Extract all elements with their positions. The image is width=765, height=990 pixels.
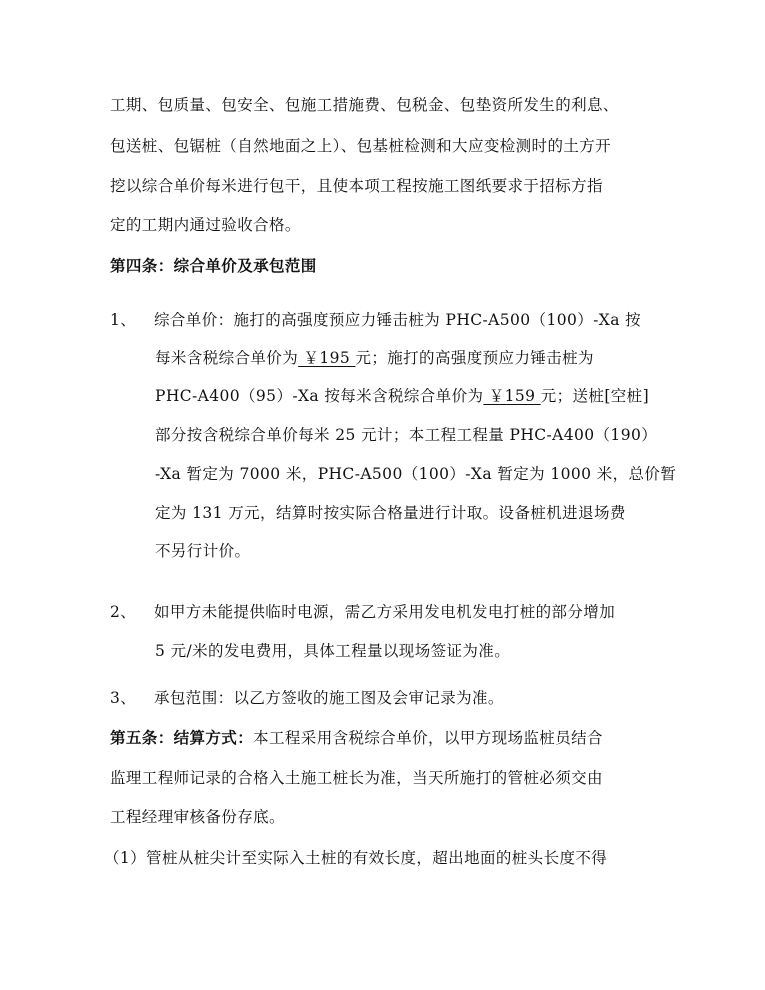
list-item-line: 5 元/米的发电费用，具体工程量以现场签证为准。 [155, 642, 511, 660]
list-item-1 [110, 310, 641, 330]
list-item-line: 不另行计价。 [155, 542, 251, 560]
list-item-line [155, 348, 594, 368]
section-heading: 第四条：综合单价及承包范围 [110, 257, 317, 275]
list-number: 3、 [110, 689, 137, 707]
price-value: ￥195 [298, 349, 356, 367]
list-number: 2、 [110, 603, 137, 621]
list-item-text: 元；送桩[空桩] [540, 387, 650, 405]
list-item-text: 综合单价：施打的高强度预应力锤击桩为 PHC-A500（100）-Xa 按 [154, 311, 642, 329]
list-item-text: 承包范围：以乙方签收的施工图及会审记录为准。 [154, 689, 504, 707]
list-number: 1、 [110, 311, 137, 329]
body-text-line: 挖以综合单价每米进行包干，且使本项工程按施工图纸要求于招标方指 [110, 177, 603, 195]
article5-first-line [110, 728, 603, 748]
body-text-line: 工程经理审核备份存底。 [110, 808, 285, 826]
section-heading: 第五条：结算方式： [110, 729, 254, 747]
list-item-line: 部分按含税综合单价每米 25 元计；本工程工程量 PHC-A400（190） [155, 426, 658, 444]
body-text-line: （1）管桩从桩尖计至实际入土桩的有效长度，超出地面的桩头长度不得 [104, 849, 608, 867]
body-text-line: 工期、包质量、包安全、包施工措施费、包税金、包垫资所发生的利息、 [110, 96, 619, 114]
price-value: ￥159 [483, 387, 541, 405]
list-item-2 [110, 602, 615, 622]
list-item-text: PHC-A400（95）-Xa 按每米含税综合单价为 [155, 387, 484, 405]
body-text: 本工程采用含税综合单价，以甲方现场监桩员结合 [253, 729, 603, 747]
list-item-line [155, 386, 649, 406]
body-text-line: 监理工程师记录的合格入土施工桩长为准，当天所施打的管桩必须交由 [110, 769, 603, 787]
body-text-line: 定的工期内通过验收合格。 [110, 216, 301, 234]
list-item-3 [110, 688, 504, 708]
body-text-line: 包送桩、包锯桩（自然地面之上）、包基桩检测和大应变检测时的土方开 [110, 137, 612, 155]
list-item-text: 如甲方未能提供临时电源，需乙方采用发电机发电打桩的部分增加 [154, 603, 616, 621]
list-item-line: -Xa 暂定为 7000 米，PHC-A500（100）-Xa 暂定为 1000 米，总价暂 [155, 465, 677, 483]
list-item-text: 元；施打的高强度预应力锤击桩为 [355, 349, 594, 367]
list-item-text: 每米含税综合单价为 [155, 349, 299, 367]
list-item-line: 定为 131 万元，结算时按实际合格量进行计取。设备桩机进退场费 [155, 504, 626, 522]
